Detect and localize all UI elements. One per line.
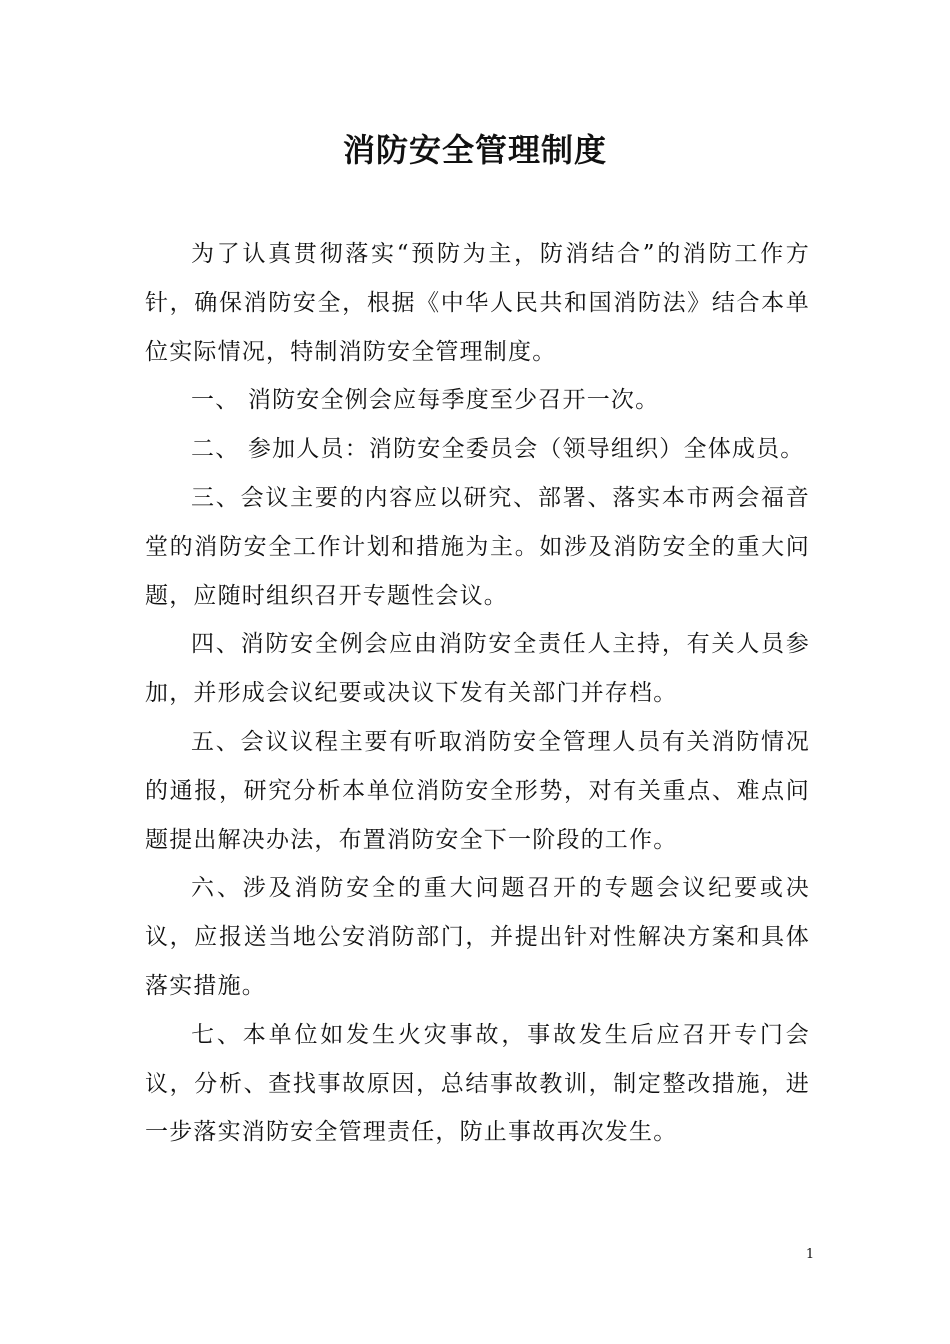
clause-4-paragraph: 四、消防安全例会应由消防安全责任人主持，有关人员参加，并形成会议纪要或决议下发有关部门并存档。 — [145, 631, 810, 707]
intro-paragraph: 为了认真贯彻落实“预防为主，防消结合”的消防工作方针，确保消防安全，根据《中华人民共和国消防法》结合本单位实际情况，特制消防安全管理制度。 — [145, 241, 810, 365]
document-title: 消防安全管理制度 — [342, 131, 607, 169]
clause-7-paragraph: 七、本单位如发生火灾事故，事故发生后应召开专门会议，分析、查找事故原因，总结事故教训，制定整改措施，进一步落实消防安全管理责任，防止事故再次发生。 — [145, 1021, 810, 1146]
clause-2-paragraph: 二、 参加人员：消防安全委员会（领导组织）全体成员。 — [191, 436, 805, 463]
clause-1-paragraph: 一、 消防安全例会应每季度至少召开一次。 — [191, 387, 660, 414]
clause-3-paragraph: 三、会议主要的内容应以研究、部署、落实本市两会福音堂的消防安全工作计划和措施为主。如涉及消防安全的重大问题，应随时组织召开专题性会议。 — [145, 484, 810, 609]
document-body — [145, 230, 810, 1157]
clause-5-paragraph: 五、会议议程主要有听取消防安全管理人员有关消防情况的通报，研究分析本单位消防安全形势，对有关重点、难点问题提出解决办法，布置消防安全下一阶段的工作。 — [145, 728, 810, 853]
page-number: 1 — [805, 1247, 815, 1262]
clause-6-paragraph: 六、涉及消防安全的重大问题召开的专题会议纪要或决议，应报送当地公安消防部门，并提出针对性解决方案和具体落实措施。 — [145, 875, 810, 999]
